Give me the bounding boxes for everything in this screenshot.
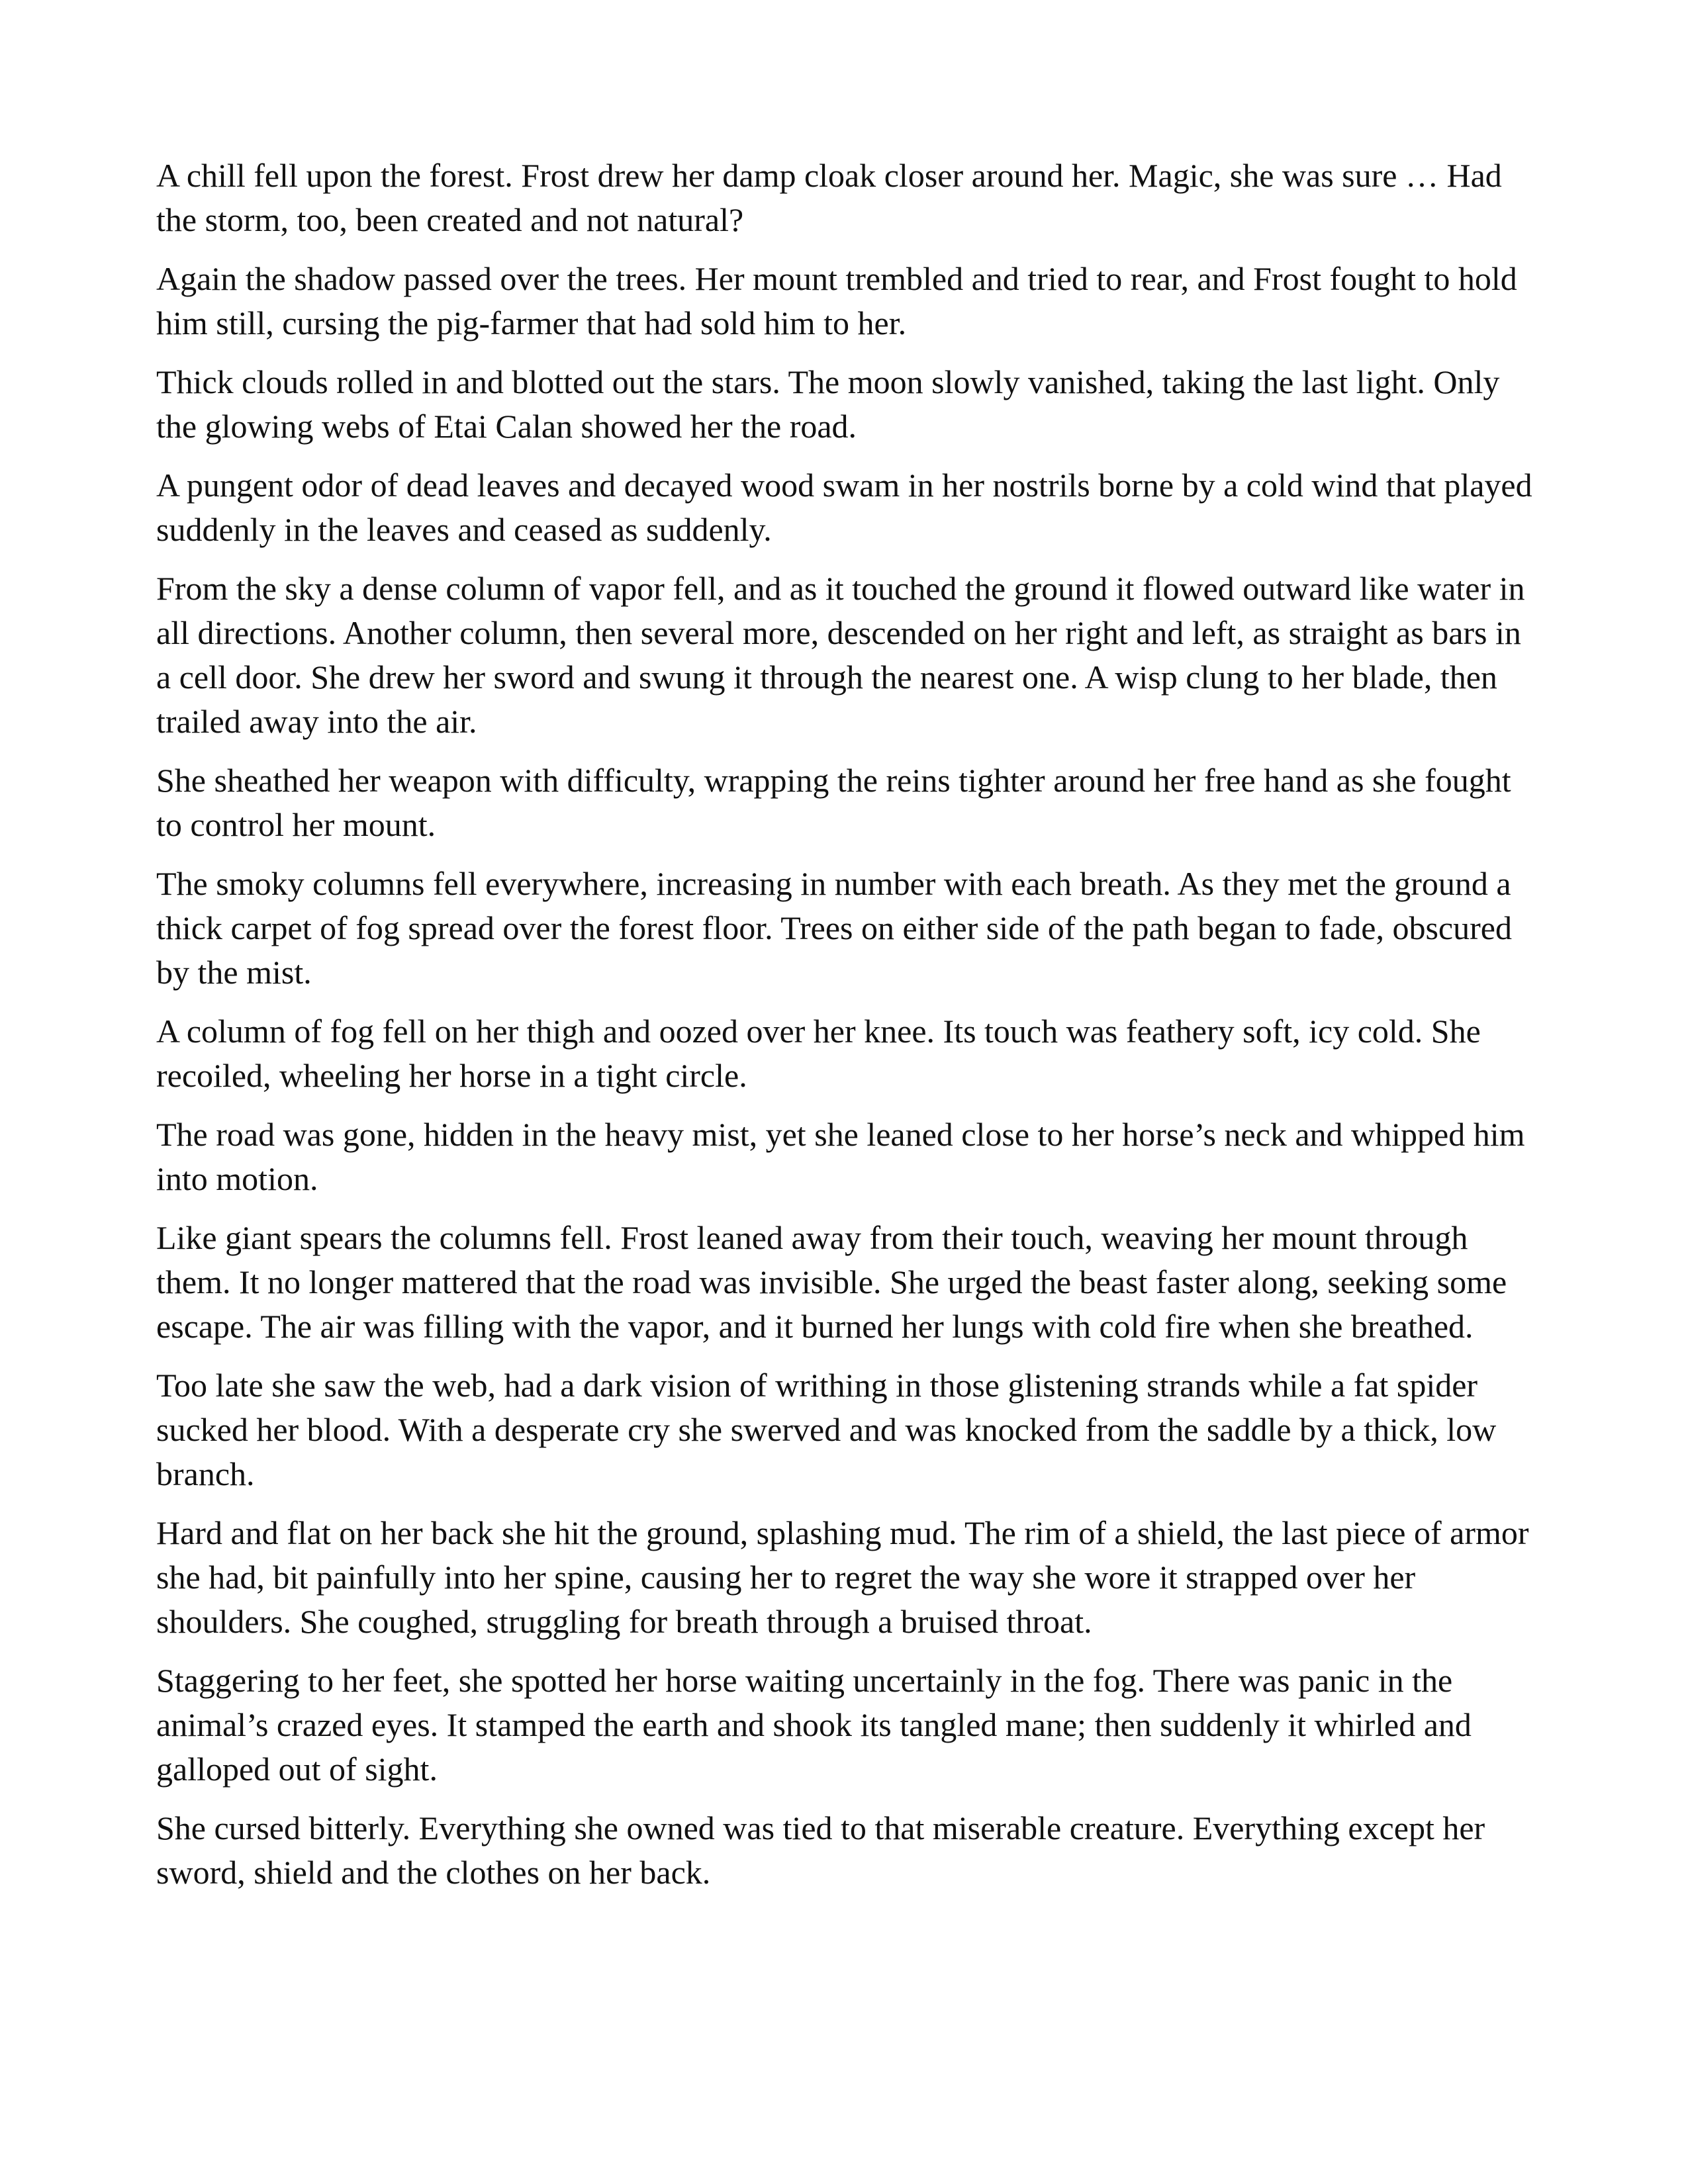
paragraph-6: She sheathed her weapon with difficulty, wrapping the reins tighter around her free hand as she fought to control her mount.: [156, 762, 1511, 843]
paragraph-11: Too late she saw the web, had a dark vision of writhing in those glistening strands while a fat spider sucked her blood. With a desperate cry she swerved and was knocked from the saddle by a thick, low branch.: [156, 1367, 1497, 1492]
body-text: [156, 154, 1540, 1909]
paragraph-8: A column of fog fell on her thigh and oozed over her knee. Its touch was feathery soft, icy cold. She recoiled, wheeling her horse in a tight circle.: [156, 1013, 1481, 1094]
paragraph-2: Again the shadow passed over the trees. Her mount trembled and tried to rear, and Frost fought to hold him still, cursing the pig-farmer that had sold him to her.: [156, 260, 1517, 341]
paragraph-12: Hard and flat on her back she hit the ground, splashing mud. The rim of a shield, the last piece of armor she had, bit painfully into her spine, causing her to regret the way she wore it strapped over her shoulders. She coughed, struggling for breath through a bruised throat.: [156, 1514, 1529, 1640]
paragraph-3: Thick clouds rolled in and blotted out the stars. The moon slowly vanished, taking the last light. Only the glowing webs of Etai Calan showed her the road.: [156, 363, 1500, 445]
paragraph-5: From the sky a dense column of vapor fell, and as it touched the ground it flowed outward like water in all directions. Another column, then several more, descended on her right and left, as straight as bars in a cell door. She drew her sword and swung it through the nearest one. A wisp clung to her blade, then trailed away into the air.: [156, 570, 1525, 740]
paragraph-7: The smoky columns fell everywhere, increasing in number with each breath. As they met the ground a thick carpet of fog spread over the forest floor. Trees on either side of the path began to fade, obscured by the mist.: [156, 865, 1512, 991]
paragraph-13: Staggering to her feet, she spotted her horse waiting uncertainly in the fog. There was panic in the animal’s crazed eyes. It stamped the earth and shook its tangled mane; then suddenly it whirled and galloped out of sight.: [156, 1662, 1472, 1788]
paragraph-4: A pungent odor of dead leaves and decayed wood swam in her nostrils borne by a cold wind that played suddenly in the leaves and ceased as suddenly.: [156, 467, 1532, 548]
paragraph-10: Like giant spears the columns fell. Frost leaned away from their touch, weaving her mount through them. It no longer mattered that the road was invisible. She urged the beast faster along, seeking some escape. The air was filling with the vapor, and it burned her lungs with cold fire when she breathed.: [156, 1219, 1507, 1345]
paragraph-9: The road was gone, hidden in the heavy mist, yet she leaned close to her horse’s neck and whipped him into motion.: [156, 1116, 1525, 1197]
paragraph-1: A chill fell upon the forest. Frost drew her damp cloak closer around her. Magic, she was sure … Had the storm, too, been created and not natural?: [156, 157, 1502, 238]
paragraph-14: She cursed bitterly. Everything she owned was tied to that miserable creature. Everything except her sword, shield and the clothes on her back.: [156, 1809, 1485, 1891]
